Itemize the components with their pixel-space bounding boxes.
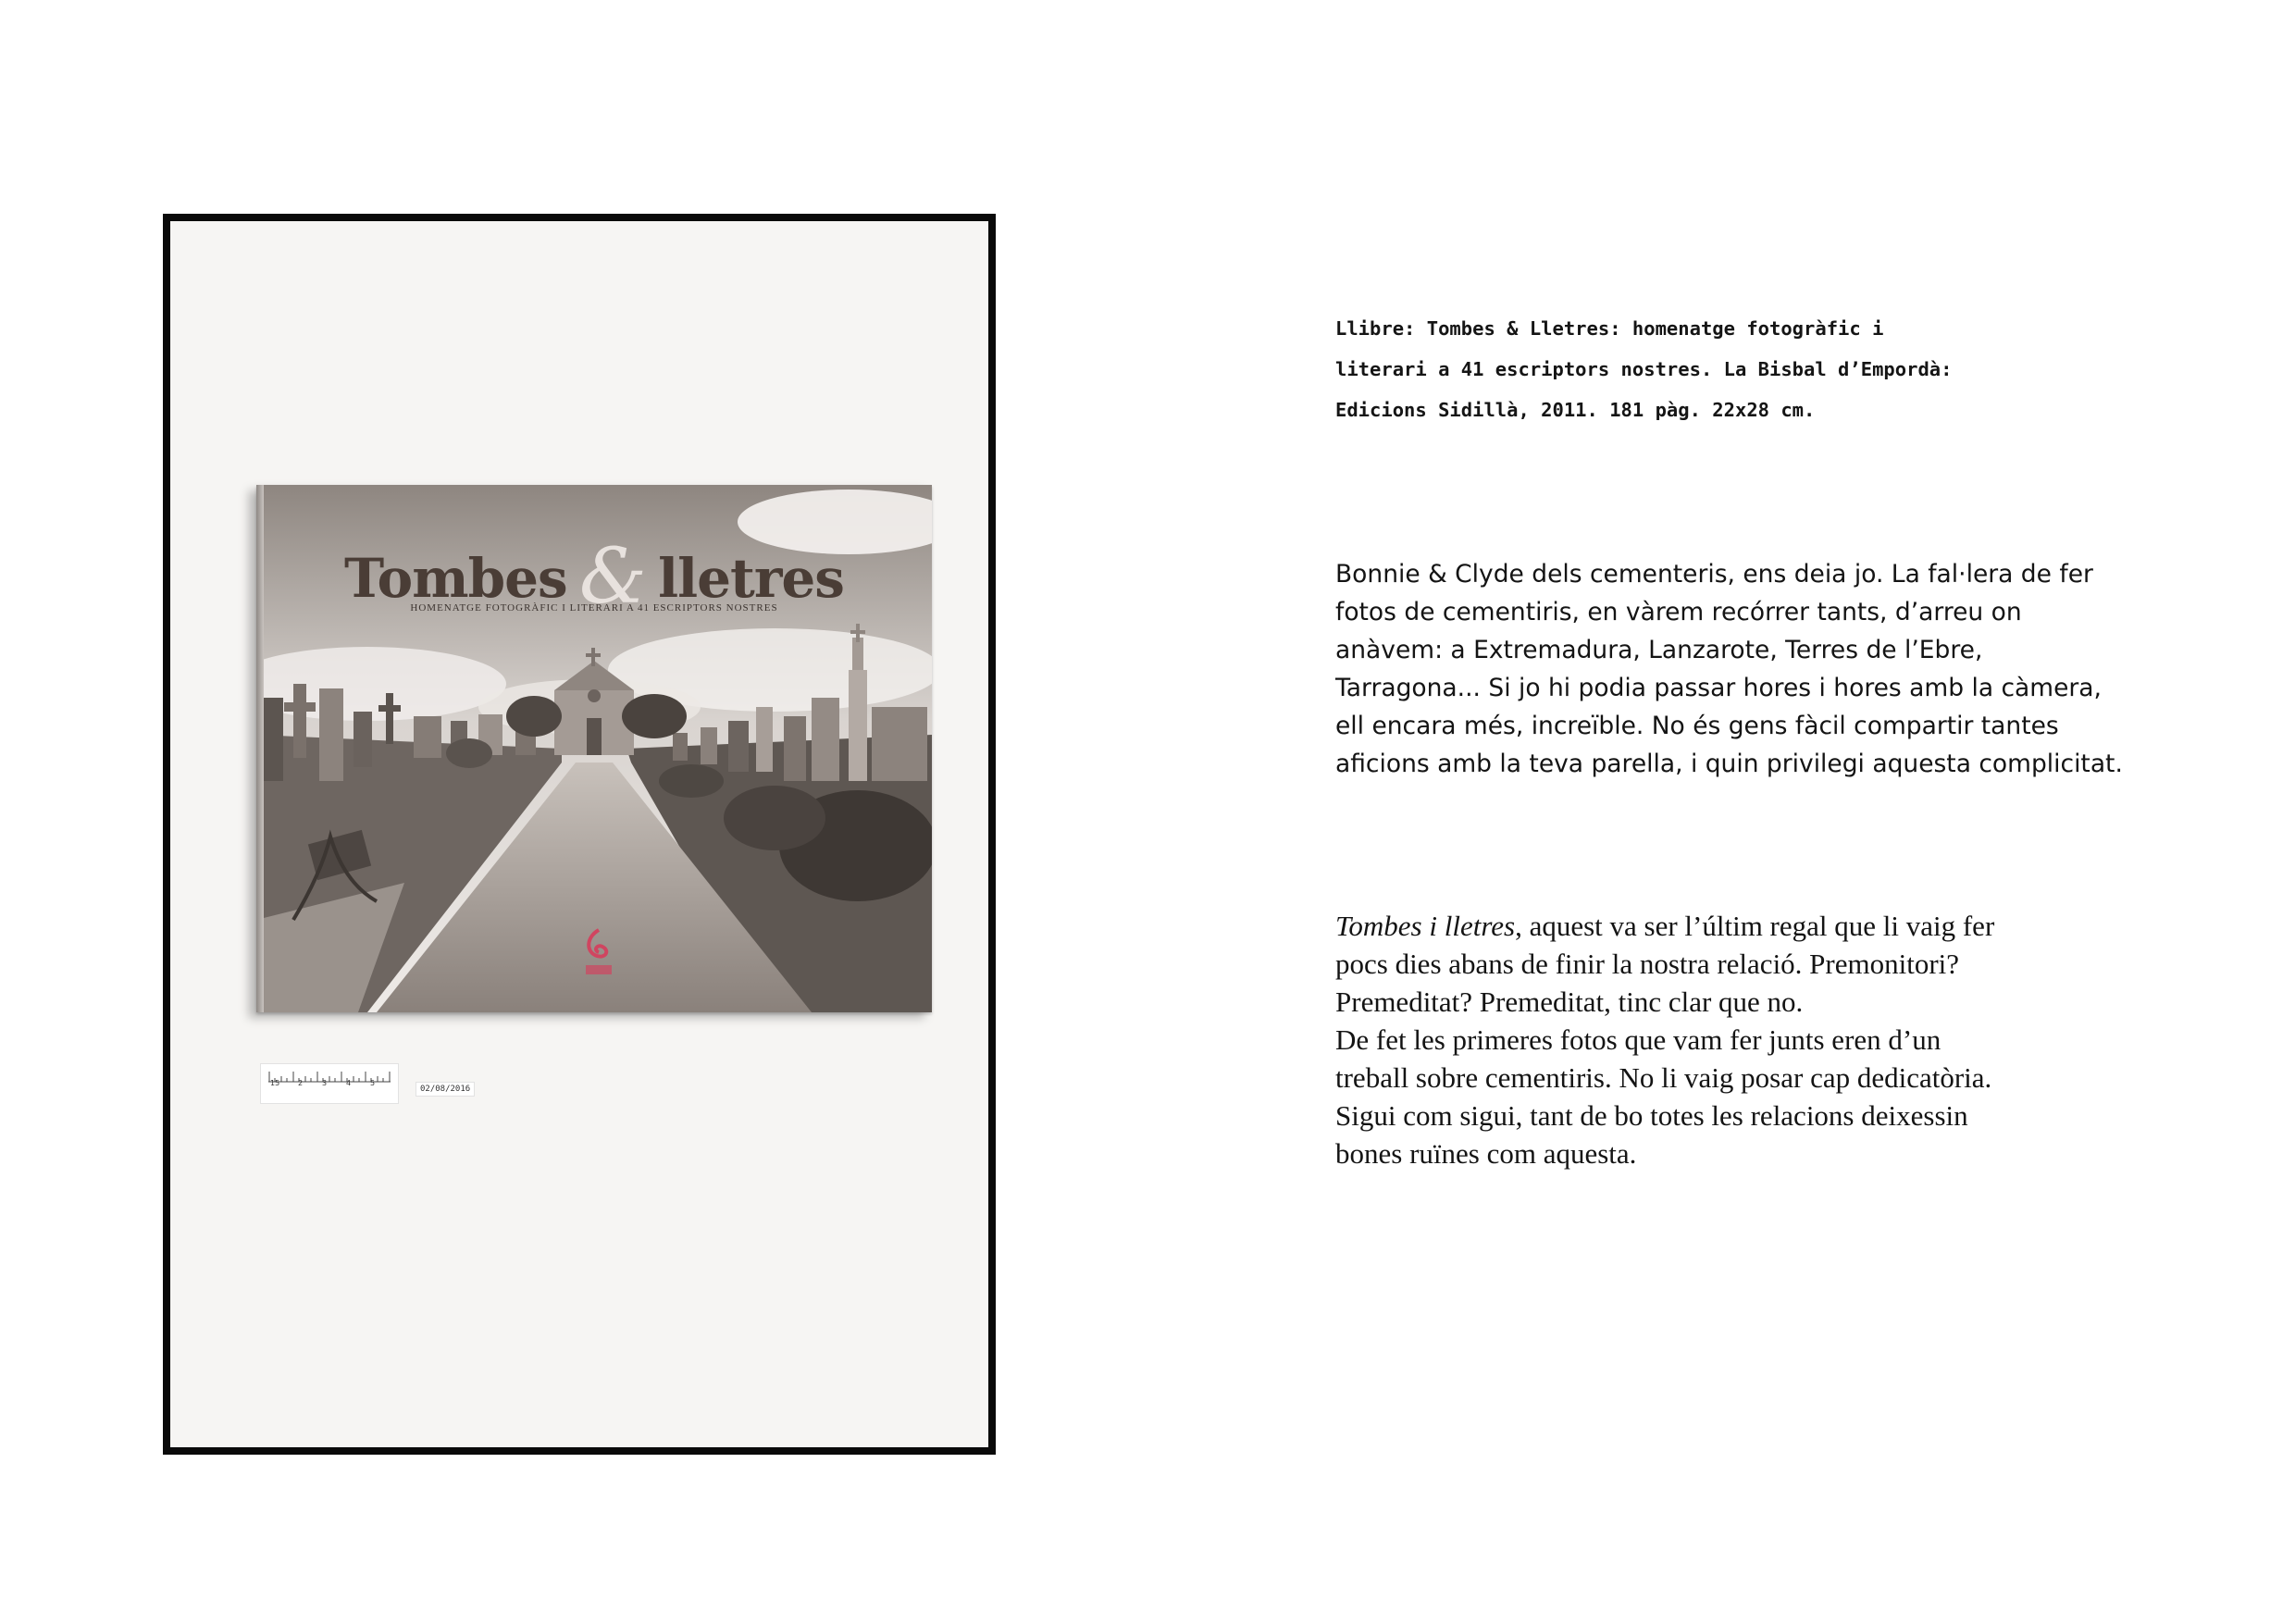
book-cover: [256, 485, 932, 1012]
citation-line: Llibre: Tombes & Lletres: homenatge fotogràfic i: [1335, 317, 1884, 340]
paragraph-line: Tarragona... Si jo hi podia passar hores i hores amb la càmera,: [1335, 674, 2102, 702]
paragraph-line: ell encara més, increïble. No és gens fàcil compartir tantes: [1335, 712, 2059, 740]
paragraph-line: anàvem: a Extremadura, Lanzarote, Terres de l’Ebre,: [1335, 636, 1983, 664]
paragraph-memory: [1335, 555, 2168, 783]
paragraph-line: pocs dies abans de finir la nostra relació. Premonitori?: [1335, 948, 1960, 980]
paragraph-line: Bonnie & Clyde dels cementeris, ens deia jo. La fal·lera de fer: [1335, 560, 2093, 589]
book-citation: [1335, 308, 2168, 430]
publisher-logo-icon: [580, 924, 617, 980]
paragraph-line: aficions amb la teva parella, i quin privilegi aquesta complicitat.: [1335, 750, 2123, 778]
framed-photograph: [163, 214, 996, 1455]
book-title-italic: Tombes i lletres: [1335, 910, 1516, 942]
ruler-number: 2: [298, 1079, 304, 1087]
cover-subtitle: HOMENATGE FOTOGRÀFIC I LITERARI A 41 ESCRIPTORS NOSTRES: [410, 602, 778, 614]
paragraph-line: [1335, 907, 2168, 945]
first-line-rest: , aquest va ser l’últim regal que li vaig fer: [1515, 910, 1995, 942]
paragraph-line: Sigui com sigui, tant de bo totes les relacions deixessin: [1335, 1099, 1968, 1132]
cover-title-ampersand: &: [578, 533, 646, 621]
citation-line: literari a 41 escriptors nostres. La Bisbal d’Empordà:: [1335, 358, 1953, 380]
date-label: 02/08/2016: [416, 1082, 475, 1097]
ruler-number: 5: [370, 1079, 376, 1087]
cover-title-right: lletres: [658, 547, 844, 610]
ruler-number: 3: [322, 1079, 328, 1087]
cover-title-left: Tombes: [344, 547, 567, 610]
citation-line: Edicions Sidillà, 2011. 181 pàg. 22x28 cm.: [1335, 399, 1816, 421]
paragraph-gift: [1335, 907, 2168, 1172]
ruler-number: 15: [270, 1079, 280, 1087]
ruler-number: 4: [346, 1079, 352, 1087]
measuring-ruler: [260, 1063, 399, 1104]
paragraph-line: fotos de cementiris, en vàrem recórrer tants, d’arreu on: [1335, 598, 2022, 626]
paragraph-line: Premeditat? Premeditat, tinc clar que no.: [1335, 986, 1804, 1018]
paragraph-line: bones ruïnes com aquesta.: [1335, 1137, 1637, 1170]
paragraph-line: treball sobre cementiris. No li vaig posar cap dedicatòria.: [1335, 1061, 1992, 1094]
paragraph-line: De fet les primeres fotos que vam fer junts eren d’un: [1335, 1023, 1941, 1056]
